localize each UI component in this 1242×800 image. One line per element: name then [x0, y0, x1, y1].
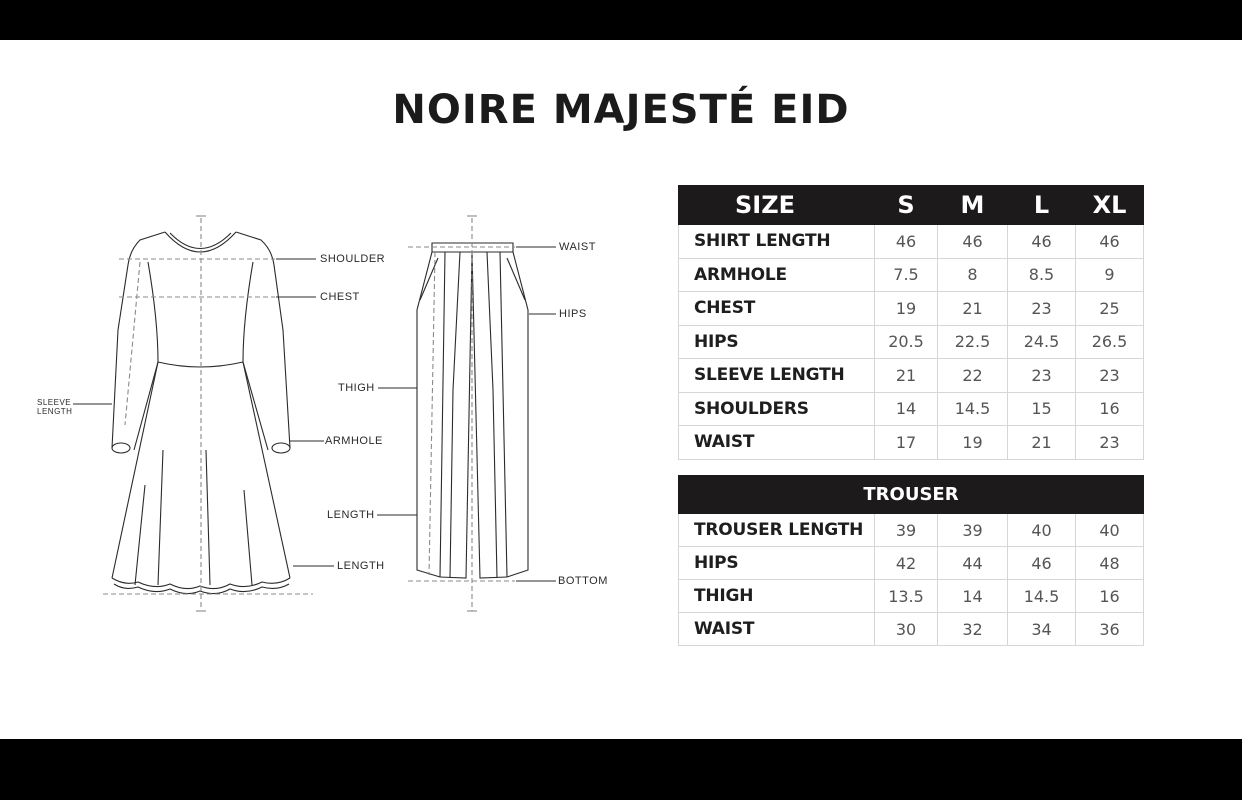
cell-value: 46: [1076, 225, 1144, 259]
cell-value: 44: [938, 547, 1008, 580]
row-label: WAIST: [679, 426, 875, 460]
cell-value: 23: [1076, 359, 1144, 393]
label-hips: HIPS: [559, 308, 587, 320]
cell-value: 30: [875, 613, 938, 646]
cell-value: 46: [938, 225, 1008, 259]
table-row: [679, 547, 1144, 580]
label-thigh: THIGH: [338, 382, 375, 394]
cell-value: 8: [938, 258, 1008, 292]
cell-value: 15: [1008, 392, 1076, 426]
table-row: [679, 359, 1144, 393]
label-dress-length: LENGTH: [337, 560, 385, 572]
cell-value: 24.5: [1008, 325, 1076, 359]
cell-value: 46: [1008, 547, 1076, 580]
cell-value: 14: [875, 392, 938, 426]
cell-value: 14.5: [1008, 580, 1076, 613]
table-row: [679, 613, 1144, 646]
row-label: WAIST: [679, 613, 875, 646]
letterbox-bottom: [0, 739, 1242, 800]
label-shoulder: SHOULDER: [320, 253, 386, 265]
table-row: [679, 580, 1144, 613]
cell-value: 48: [1076, 547, 1144, 580]
cell-value: 36: [1076, 613, 1144, 646]
label-sleeve-length-1: SLEEVE: [37, 398, 72, 407]
cell-value: 19: [938, 426, 1008, 460]
label-chest: CHEST: [320, 291, 360, 303]
cell-value: 46: [1008, 225, 1076, 259]
row-label: TROUSER LENGTH: [679, 514, 875, 547]
cell-value: 25: [1076, 292, 1144, 326]
cell-value: 46: [875, 225, 938, 259]
cell-value: 7.5: [875, 258, 938, 292]
cell-value: 34: [1008, 613, 1076, 646]
cell-value: 21: [875, 359, 938, 393]
table-row: [679, 514, 1144, 547]
cell-value: 9: [1076, 258, 1144, 292]
cell-value: 13.5: [875, 580, 938, 613]
table-row: [679, 225, 1144, 259]
row-label: HIPS: [679, 325, 875, 359]
row-label: SHIRT LENGTH: [679, 225, 875, 259]
cell-value: 39: [938, 514, 1008, 547]
label-armhole: ARMHOLE: [325, 435, 383, 447]
cell-value: 40: [1008, 514, 1076, 547]
page-title: NOIRE MAJESTÉ EID: [392, 87, 850, 133]
trouser-header-row: [679, 476, 1144, 514]
header-size: SIZE: [679, 186, 875, 225]
trouser-header: TROUSER: [679, 476, 1144, 514]
cell-value: 19: [875, 292, 938, 326]
cell-value: 39: [875, 514, 938, 547]
label-trouser-length: LENGTH: [327, 509, 375, 521]
cell-value: 21: [1008, 426, 1076, 460]
header-xl: XL: [1076, 186, 1144, 225]
row-label: SHOULDERS: [679, 392, 875, 426]
cell-value: 23: [1008, 359, 1076, 393]
row-label: CHEST: [679, 292, 875, 326]
header-s: S: [875, 186, 938, 225]
cell-value: 21: [938, 292, 1008, 326]
cell-value: 22: [938, 359, 1008, 393]
row-label: ARMHOLE: [679, 258, 875, 292]
cell-value: 40: [1076, 514, 1144, 547]
header-m: M: [938, 186, 1008, 225]
cell-value: 22.5: [938, 325, 1008, 359]
label-bottom: BOTTOM: [558, 575, 608, 587]
cell-value: 32: [938, 613, 1008, 646]
garment-sketch-icon: [0, 0, 660, 740]
cell-value: 23: [1076, 426, 1144, 460]
trouser-size-table: [678, 475, 1144, 646]
cell-value: 17: [875, 426, 938, 460]
cell-value: 26.5: [1076, 325, 1144, 359]
cell-value: 23: [1008, 292, 1076, 326]
cell-value: 14.5: [938, 392, 1008, 426]
table-row: [679, 292, 1144, 326]
size-header-row: [679, 186, 1144, 225]
table-row: [679, 392, 1144, 426]
cell-value: 16: [1076, 392, 1144, 426]
cell-value: 16: [1076, 580, 1144, 613]
row-label: SLEEVE LENGTH: [679, 359, 875, 393]
shirt-size-table: [678, 185, 1144, 460]
cell-value: 20.5: [875, 325, 938, 359]
cell-value: 8.5: [1008, 258, 1076, 292]
cell-value: 14: [938, 580, 1008, 613]
label-waist: WAIST: [559, 241, 596, 253]
table-row: [679, 325, 1144, 359]
garment-illustrations: [0, 0, 660, 740]
cell-value: 42: [875, 547, 938, 580]
table-row: [679, 426, 1144, 460]
label-sleeve-length-2: LENGTH: [37, 407, 73, 416]
row-label: HIPS: [679, 547, 875, 580]
row-label: THIGH: [679, 580, 875, 613]
header-l: L: [1008, 186, 1076, 225]
table-row: [679, 258, 1144, 292]
